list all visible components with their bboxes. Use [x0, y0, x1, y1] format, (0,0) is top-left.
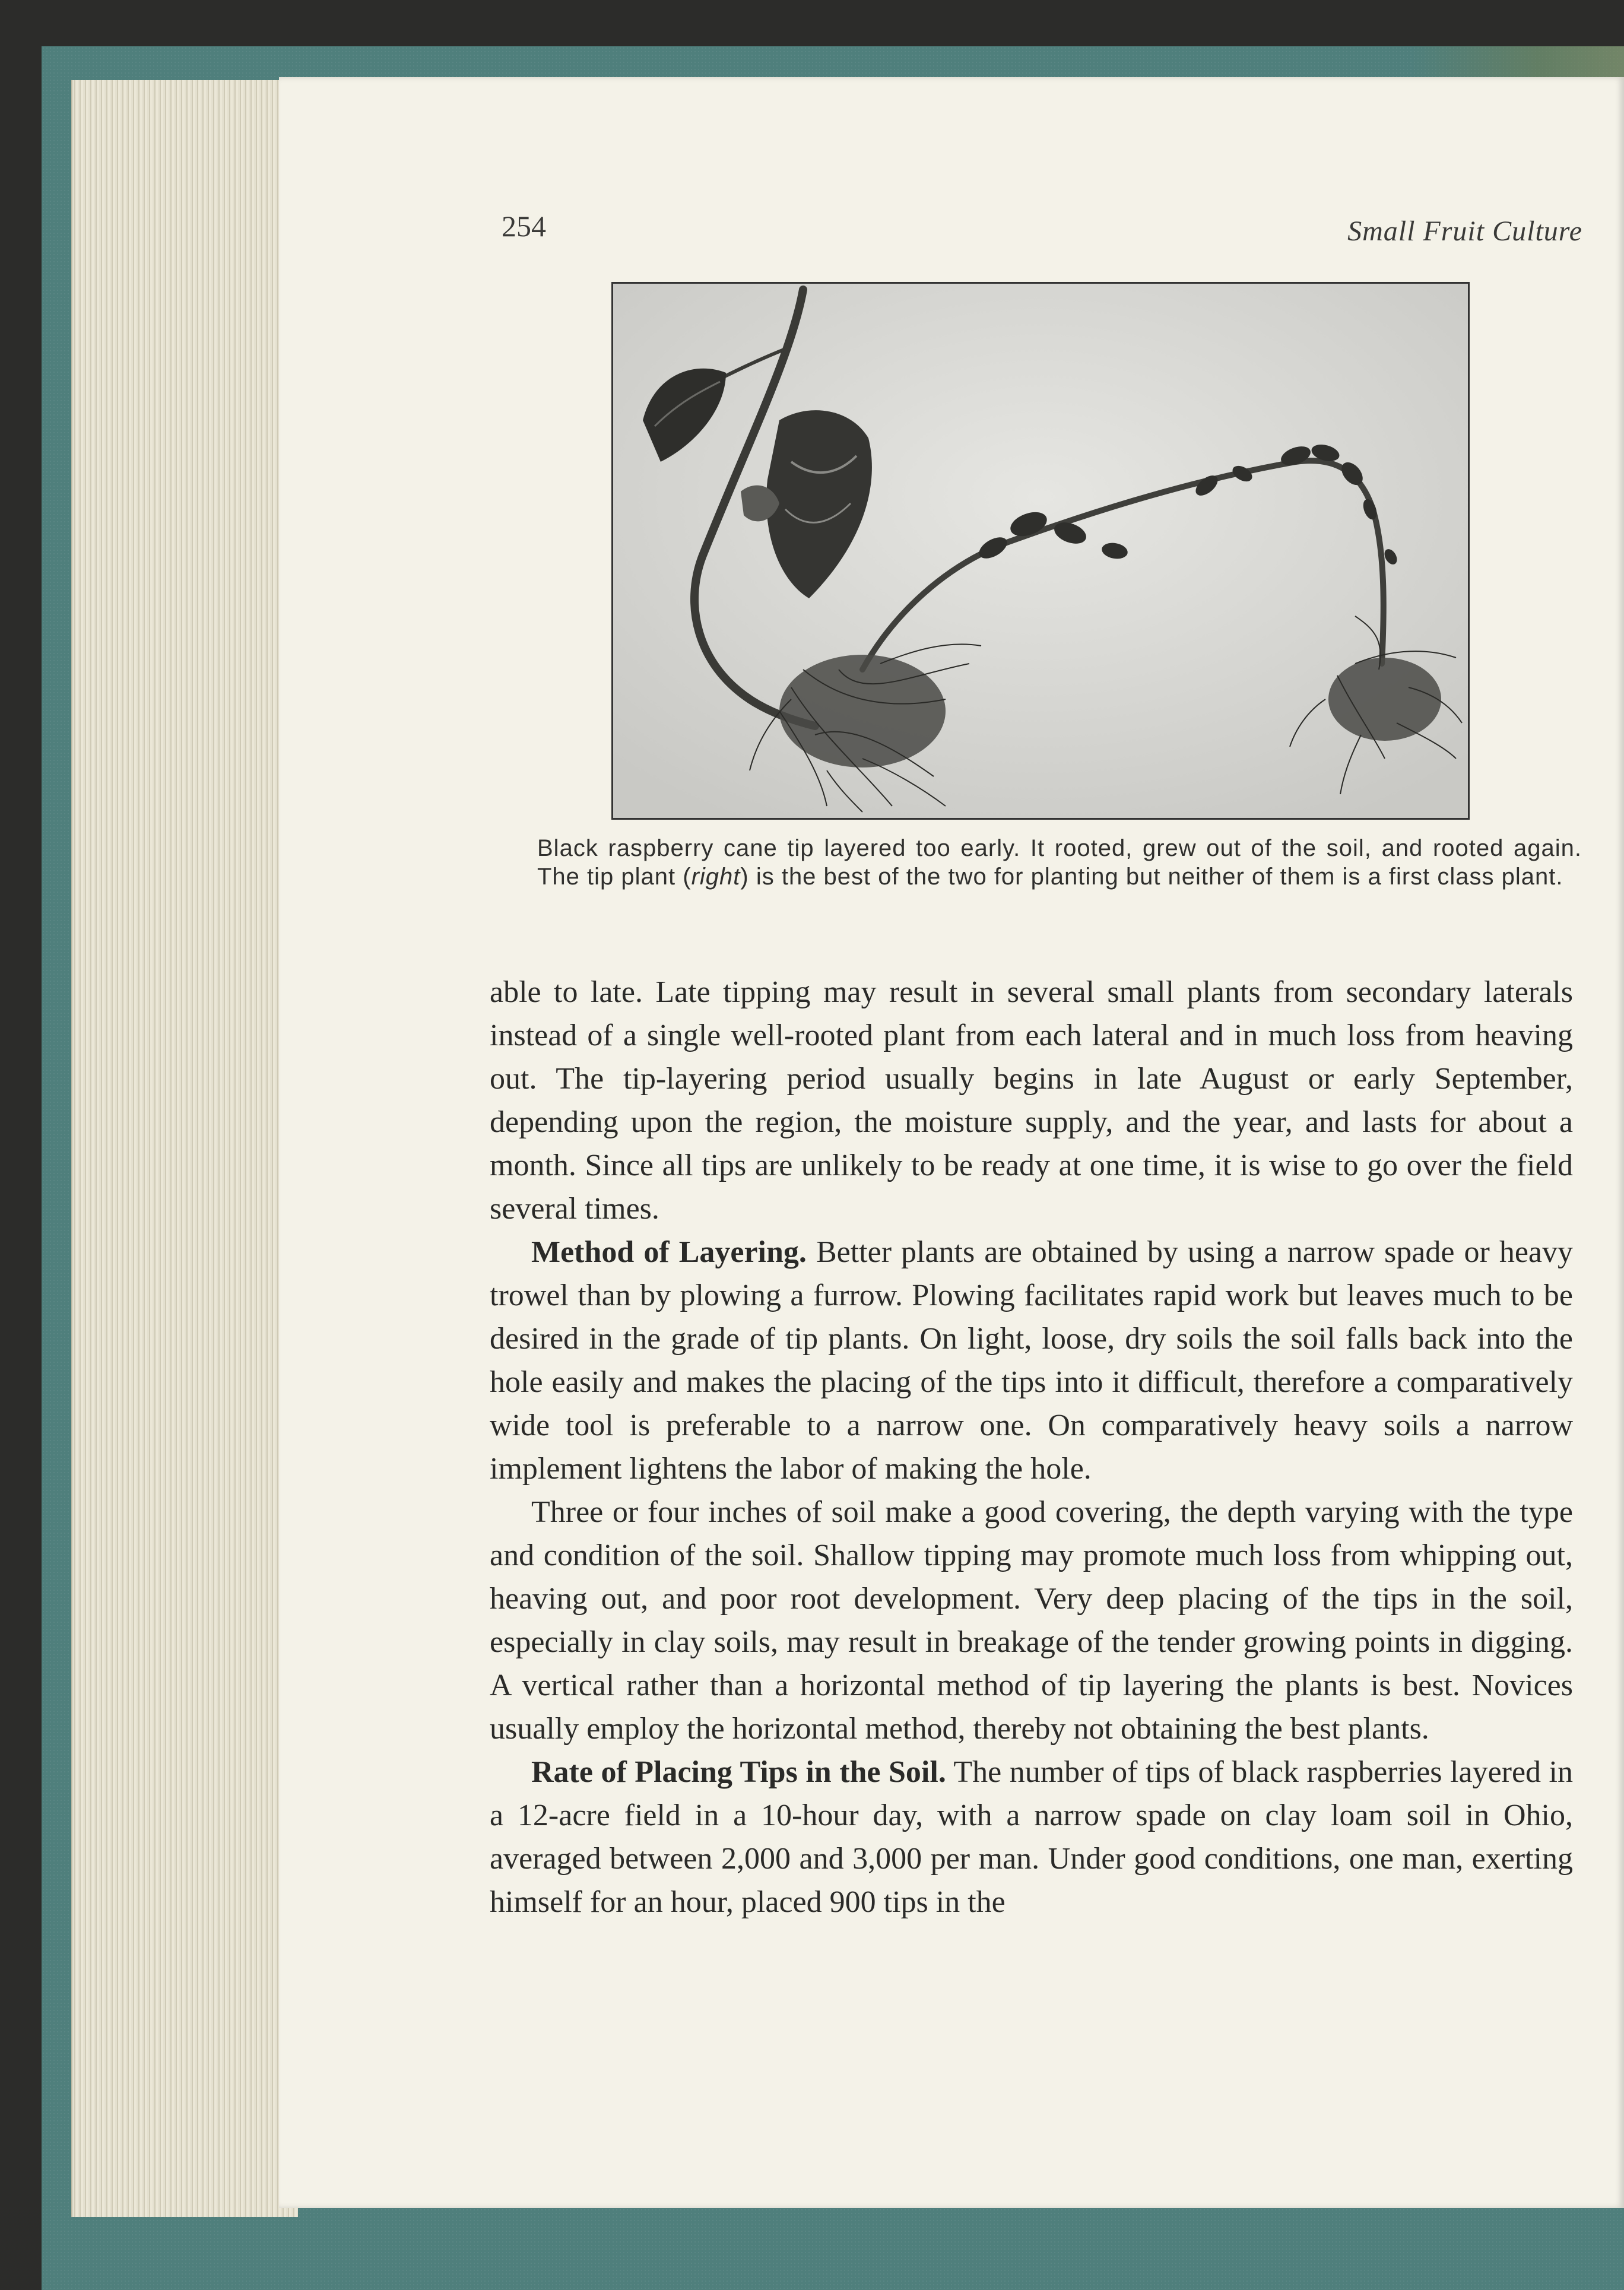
figure-caption	[537, 834, 1582, 891]
paragraph-rate-of-placing	[490, 1750, 1573, 1924]
paragraph-method-of-layering	[490, 1230, 1573, 1490]
section-heading-rate-of-placing: Rate of Placing Tips in the Soil.	[531, 1755, 946, 1789]
paragraph-1: able to late. Late tipping may result in several small plants from secondary laterals instead of a single well-rooted plant from each lateral and in much loss from heaving out. The tip-layering period usually begins in late August or early September, depending upon the region, the moisture supply, and the year, and lasts for about a month. Since all tips are unlikely to be ready at one time, it is wise to go over the field several times.	[490, 975, 1573, 1226]
paragraph-text: The number of tips of black raspberries layered in a 12-acre field in a 10-hour day, with a narrow spade on clay loam soil in Ohio, averaged between 2,000 and 3,000 per man. Under good conditions, one man, exerting himself for an hour, placed 900 tips in the	[490, 1755, 1573, 1919]
page-number: 254	[502, 210, 546, 243]
body-text	[490, 970, 1573, 1924]
paragraph-text: Better plants are obtained by using a narrow spade or heavy trowel than by plowing a furrow. Plowing facilitates rapid work but leaves much to be desired in the grade of tip plants. On light, loose, dry soils the soil falls back into the hole easily and makes the placing of the tips into it difficult, therefore a comparatively wide tool is preferable to a narrow one. On comparatively heavy soils a narrow implement lightens the labor of making the hole.	[490, 1235, 1574, 1486]
caption-text-end: ) is the best of the two for planting but neither of them is a first class plant.	[740, 864, 1563, 890]
figure-photo	[611, 282, 1470, 820]
running-title: Small Fruit Culture	[1347, 215, 1582, 247]
caption-italic: right	[691, 864, 741, 890]
raspberry-cane-illustration	[613, 284, 1468, 818]
page-edges	[71, 80, 298, 2217]
section-heading-method-of-layering: Method of Layering.	[531, 1235, 807, 1269]
paragraph-3: Three or four inches of soil make a good covering, the depth varying with the type and condition of the soil. Shallow tipping may promote much loss from whipping out, heaving out, and poor root development. Very deep placing of the tips in the soil, especially in clay soils, may result in breakage of the tender growing points in digging. A vertical rather than a horizontal method of tip layering the plants is best. Novices usually employ the horizontal method, thereby not obtaining the best plants.	[490, 1495, 1573, 1746]
caption-text: Black raspberry cane tip layered too early. It rooted, grew out of the soil, and rooted again. The tip plant (	[537, 835, 1582, 890]
